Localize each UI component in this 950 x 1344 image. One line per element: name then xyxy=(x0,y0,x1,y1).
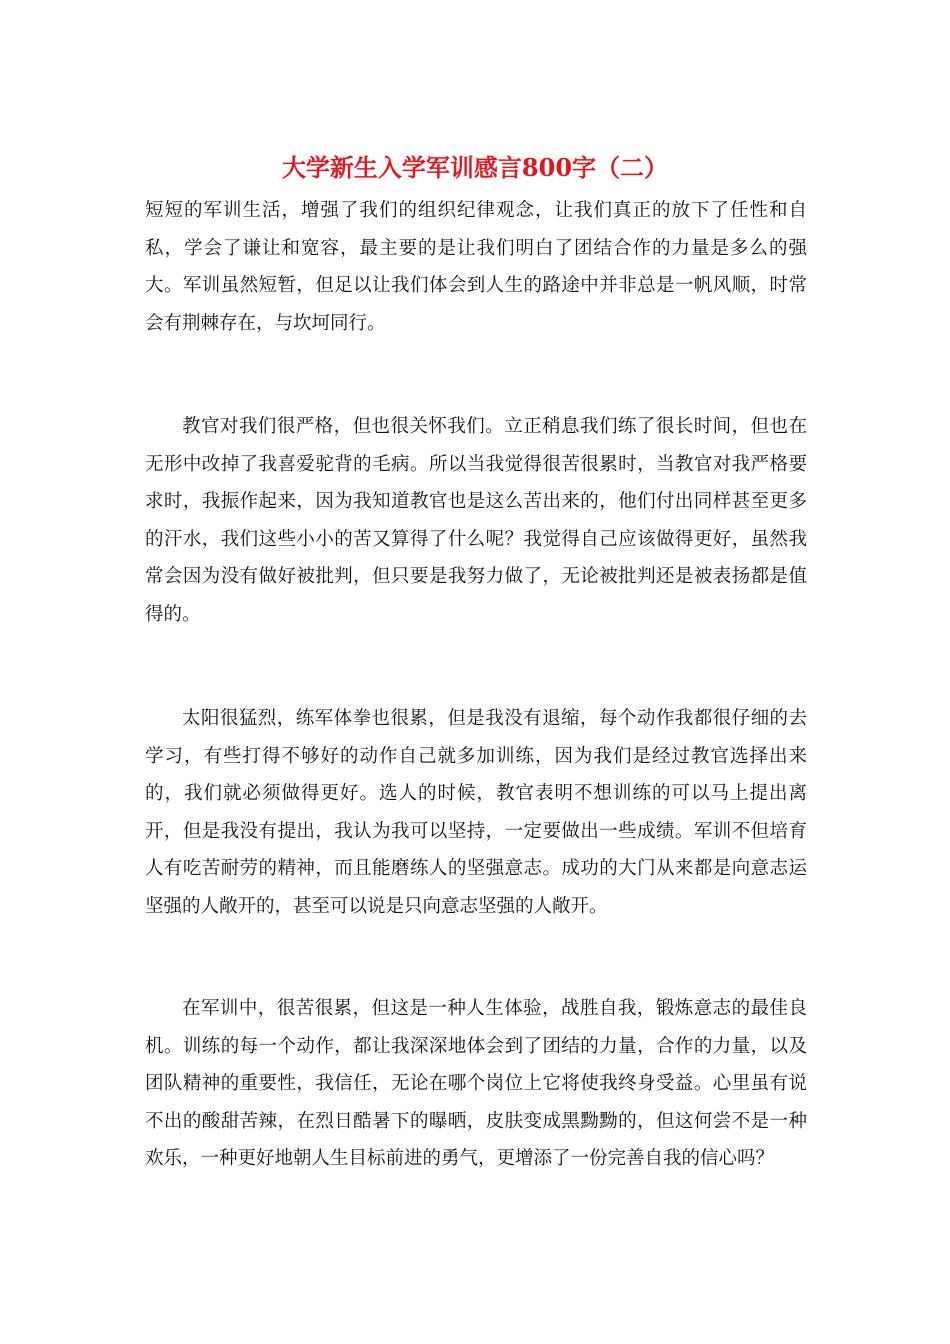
paragraph-4: 在军训中，很苦很累，但这是一种人生体验，战胜自我，锻炼意志的最佳良机。训练的每一个动作，都让我深深地体会到了团结的力量，合作的力量，以及团队精神的重要性，我信任，无论在哪个岗位上它将使我终身受益。心里虽有说不出的酸甜苦辣，在烈日酷暑下的曝晒，皮肤变成黑黝黝的，但这何尝不是一种欢乐，一种更好地朝人生目标前进的勇气，更增添了一份完善自我的信心吗？ xyxy=(145,998,807,1169)
document-title: 大学新生入学军训感言800字（二） xyxy=(281,153,669,182)
paragraph-1: 短短的军训生活，增强了我们的组织纪律观念，让我们真正的放下了任性和自私，学会了谦让和宽容，最主要的是让我们明白了团结合作的力量是多么的强大。军训虽然短暂，但足以让我们体会到人生的路途中并非总是一帆风顺，时常会有荆棘存在，与坎坷同行。 xyxy=(145,200,807,334)
paragraph-3: 太阳很猛烈，练军体拳也很累，但是我没有退缩，每个动作我都很仔细的去学习，有些打得不够好的动作自己就多加训练，因为我们是经过教官选择出来的，我们就必须做得更好。选人的时候，教官表明不想训练的可以马上提出离开，但是我没有提出，我认为我可以坚持，一定要做出一些成绩。军训不但培育人有吃苦耐劳的精神，而且能磨练人的坚强意志。成功的大门从来都是向意志运坚强的人敞开的，甚至可以说是只向意志坚强的人敞开。 xyxy=(145,708,807,917)
paragraph-2: 教官对我们很严格，但也很关怀我们。立正稍息我们练了很长时间，但也在无形中改掉了我喜爱驼背的毛病。所以当我觉得很苦很累时，当教官对我严格要求时，我振作起来，因为我知道教官也是这么苦出来的，他们付出同样甚至更多的汗水，我们这些小小的苦又算得了什么呢？我觉得自己应该做得更好，虽然我常会因为没有做好被批判，但只要是我努力做了，无论被批判还是被表扬都是值得的。 xyxy=(145,416,807,625)
